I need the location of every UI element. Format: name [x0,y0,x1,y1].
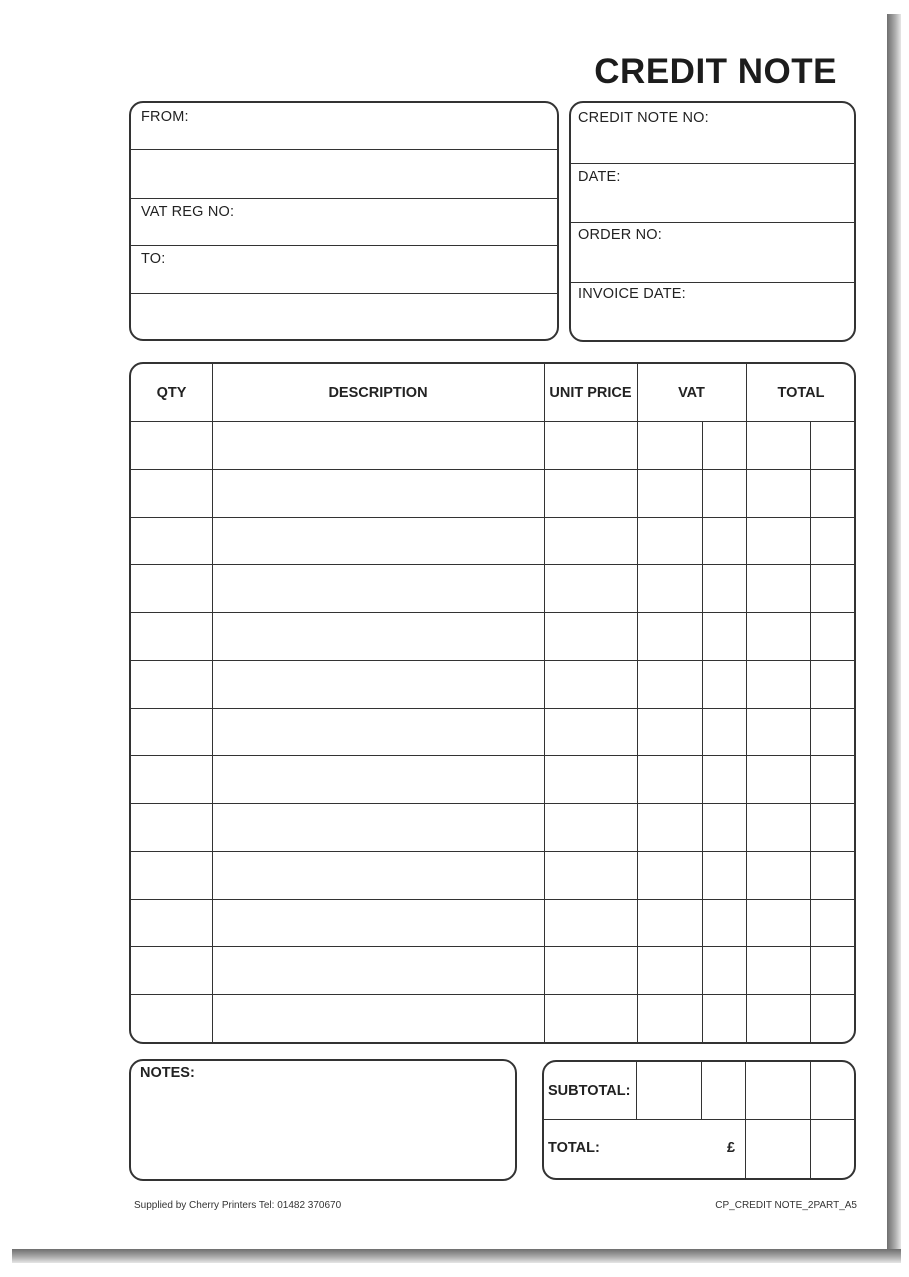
supplier-note: Supplied by Cherry Printers Tel: 01482 370670 [134,1200,342,1211]
to-label: TO: [141,251,166,267]
vat-cell[interactable] [637,994,746,1042]
unit-price-cell[interactable] [544,755,637,803]
unit-price-cell[interactable] [544,708,637,756]
table-row [131,517,854,565]
vat-cell[interactable] [637,899,746,947]
unit-price-cell[interactable] [544,517,637,565]
total-cell[interactable] [746,660,856,708]
qty-cell[interactable] [131,708,212,756]
vat-reg-field[interactable] [131,198,557,245]
vat-reg-label: VAT REG NO: [141,204,235,220]
unit-price-cell[interactable] [544,851,637,899]
qty-cell[interactable] [131,803,212,851]
summary-box [542,1060,856,1180]
description-cell[interactable] [212,803,544,851]
table-row [131,899,854,947]
description-cell[interactable] [212,469,544,517]
qty-cell[interactable] [131,899,212,947]
vat-cell[interactable] [637,803,746,851]
vat-header: VAT [678,384,705,401]
from-to-box [129,101,559,341]
vat-cell[interactable] [637,660,746,708]
vat-cell[interactable] [637,469,746,517]
table-row [131,803,854,851]
description-cell[interactable] [212,851,544,899]
total-cell[interactable] [746,899,856,947]
invoice-date-field[interactable] [571,282,854,342]
unit-price-cell[interactable] [544,803,637,851]
from-field[interactable] [131,103,557,149]
table-row [131,994,854,1042]
description-header: DESCRIPTION [328,384,428,401]
description-cell[interactable] [212,708,544,756]
total-cell[interactable] [746,803,856,851]
vat-cell[interactable] [637,755,746,803]
date-field[interactable] [571,163,854,222]
items-table [129,362,856,1044]
invoice-date-label: INVOICE DATE: [578,286,686,302]
vat-cell[interactable] [637,851,746,899]
notes-box[interactable] [129,1059,517,1181]
qty-cell[interactable] [131,851,212,899]
description-cell[interactable] [212,994,544,1042]
vat-cell[interactable] [637,708,746,756]
vat-cell[interactable] [637,517,746,565]
grand-total-field[interactable] [745,1119,856,1178]
table-row [131,660,854,708]
qty-cell[interactable] [131,946,212,994]
credit-note-no-label: CREDIT NOTE NO: [578,110,709,126]
qty-header: QTY [156,384,187,401]
product-code: CP_CREDIT NOTE_2PART_A5 [715,1200,857,1211]
table-row [131,469,854,517]
unit-price-header: UNIT PRICE [549,384,632,401]
total-cell[interactable] [746,517,856,565]
qty-cell[interactable] [131,564,212,612]
description-cell[interactable] [212,421,544,469]
total-cell[interactable] [746,708,856,756]
total-label: TOTAL: [548,1140,600,1156]
description-cell[interactable] [212,660,544,708]
to-field[interactable] [131,245,557,293]
description-cell[interactable] [212,899,544,947]
qty-cell[interactable] [131,517,212,565]
table-row [131,755,854,803]
table-row [131,612,854,660]
notes-label: NOTES: [140,1065,195,1081]
unit-price-cell[interactable] [544,660,637,708]
unit-price-cell[interactable] [544,421,637,469]
document-title: CREDIT NOTE [594,52,837,91]
description-cell[interactable] [212,564,544,612]
vat-cell[interactable] [637,421,746,469]
table-row [131,946,854,994]
total-cell[interactable] [746,946,856,994]
qty-cell[interactable] [131,469,212,517]
table-row [131,564,854,612]
description-cell[interactable] [212,517,544,565]
total-header: TOTAL [777,384,825,401]
total-cell[interactable] [746,755,856,803]
unit-price-cell[interactable] [544,612,637,660]
to-address-field[interactable] [131,293,557,341]
page-shadow-bottom [12,1249,901,1263]
total-cell[interactable] [746,994,856,1042]
description-cell[interactable] [212,612,544,660]
table-row [131,851,854,899]
vat-cell[interactable] [637,612,746,660]
unit-price-cell[interactable] [544,899,637,947]
description-cell[interactable] [212,946,544,994]
table-row [131,421,854,469]
vat-subtotal-field[interactable] [636,1062,745,1119]
from-address-field[interactable] [131,149,557,198]
total-cell[interactable] [746,421,856,469]
unit-price-cell[interactable] [544,564,637,612]
qty-cell[interactable] [131,994,212,1042]
vat-cell[interactable] [637,564,746,612]
total-subtotal-field[interactable] [745,1062,856,1119]
table-body [131,421,854,1042]
date-label: DATE: [578,169,621,185]
credit-note-no-field[interactable] [571,103,854,163]
description-cell[interactable] [212,755,544,803]
reference-box [569,101,856,342]
qty-cell[interactable] [131,660,212,708]
table-row [131,708,854,756]
page-shadow-right [887,14,901,1256]
order-no-field[interactable] [571,222,854,282]
vat-cell[interactable] [637,946,746,994]
total-cell[interactable] [746,469,856,517]
qty-cell[interactable] [131,755,212,803]
total-cell[interactable] [746,851,856,899]
unit-price-cell[interactable] [544,469,637,517]
order-no-label: ORDER NO: [578,227,662,243]
currency-symbol: £ [727,1140,736,1156]
total-cell[interactable] [746,612,856,660]
unit-price-cell[interactable] [544,994,637,1042]
total-cell[interactable] [746,564,856,612]
qty-cell[interactable] [131,421,212,469]
subtotal-label: SUBTOTAL: [548,1083,631,1099]
qty-cell[interactable] [131,612,212,660]
from-label: FROM: [141,109,189,125]
unit-price-cell[interactable] [544,946,637,994]
